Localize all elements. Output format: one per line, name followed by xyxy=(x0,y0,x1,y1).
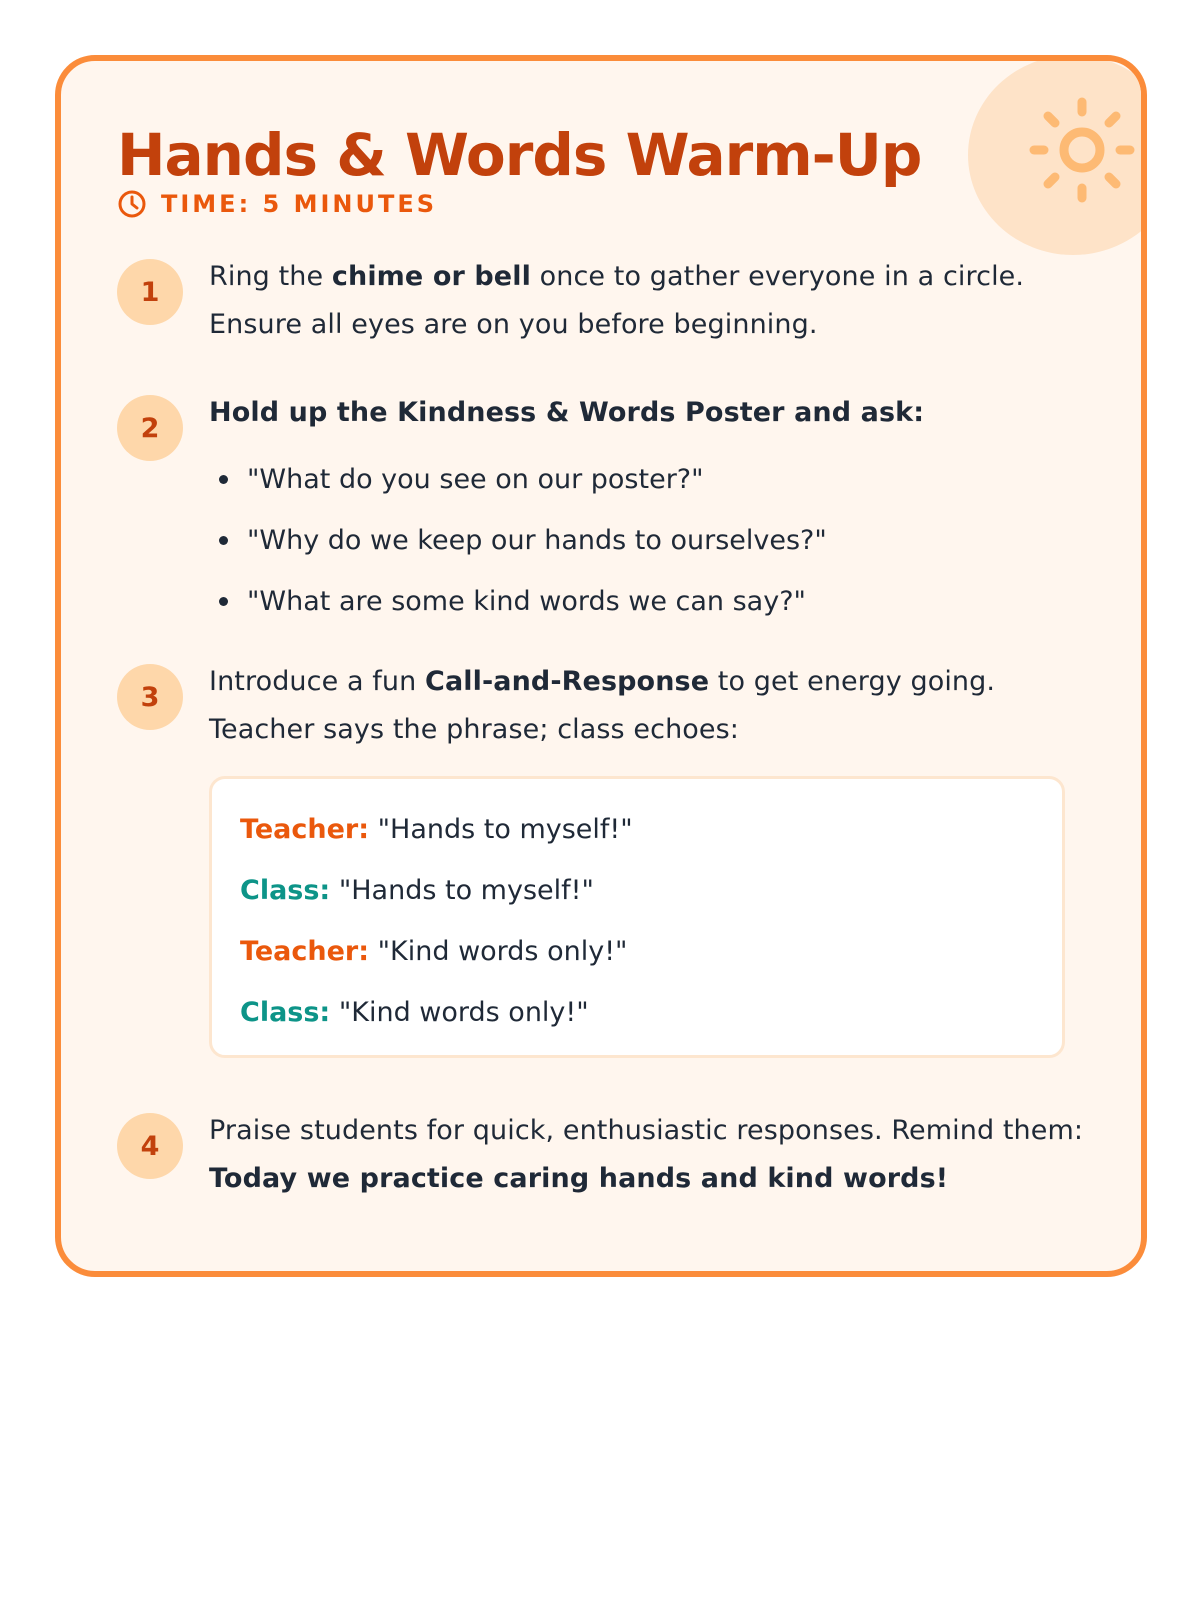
step-number: 2 xyxy=(117,395,183,461)
exchange-line: Class: "Hands to myself!" xyxy=(240,875,594,906)
step-text: Praise students for quick, enthusiastic responses. Remind them: Today we practice caring hands and kind words! xyxy=(209,1115,1084,1194)
step-heading: Hold up the Kindness & Words Poster and ask: xyxy=(209,397,925,428)
exchange-line: Class: "Kind words only!" xyxy=(240,997,589,1028)
list-item: "Why do we keep our hands to ourselves?" xyxy=(209,510,1107,571)
step-number: 4 xyxy=(117,1113,183,1179)
time-indicator xyxy=(117,187,437,221)
list-item: "What do you see on our poster?" xyxy=(209,449,1107,510)
exchange-line: Teacher: "Kind words only!" xyxy=(240,936,628,967)
step-number: 1 xyxy=(117,259,183,325)
step-text: Ring the chime or bell once to gather everyone in a circle. Ensure all eyes are on you before beginning. xyxy=(209,261,1025,340)
page-title: Hands & Words Warm-Up xyxy=(117,121,922,189)
clock-icon xyxy=(117,189,147,219)
call-and-response-box xyxy=(209,776,1065,1058)
step-text: Introduce a fun Call-and-Response to get energy going. Teacher says the phrase; class echoes: xyxy=(209,666,996,745)
exchange-line: Teacher: "Hands to myself!" xyxy=(240,814,633,845)
warmup-card xyxy=(55,55,1147,1277)
step-number: 3 xyxy=(117,664,183,730)
sun-icon xyxy=(1027,95,1137,205)
time-label: TIME: 5 MINUTES xyxy=(161,190,438,218)
list-item: "What are some kind words we can say?" xyxy=(209,571,1107,632)
question-list xyxy=(209,449,1107,632)
